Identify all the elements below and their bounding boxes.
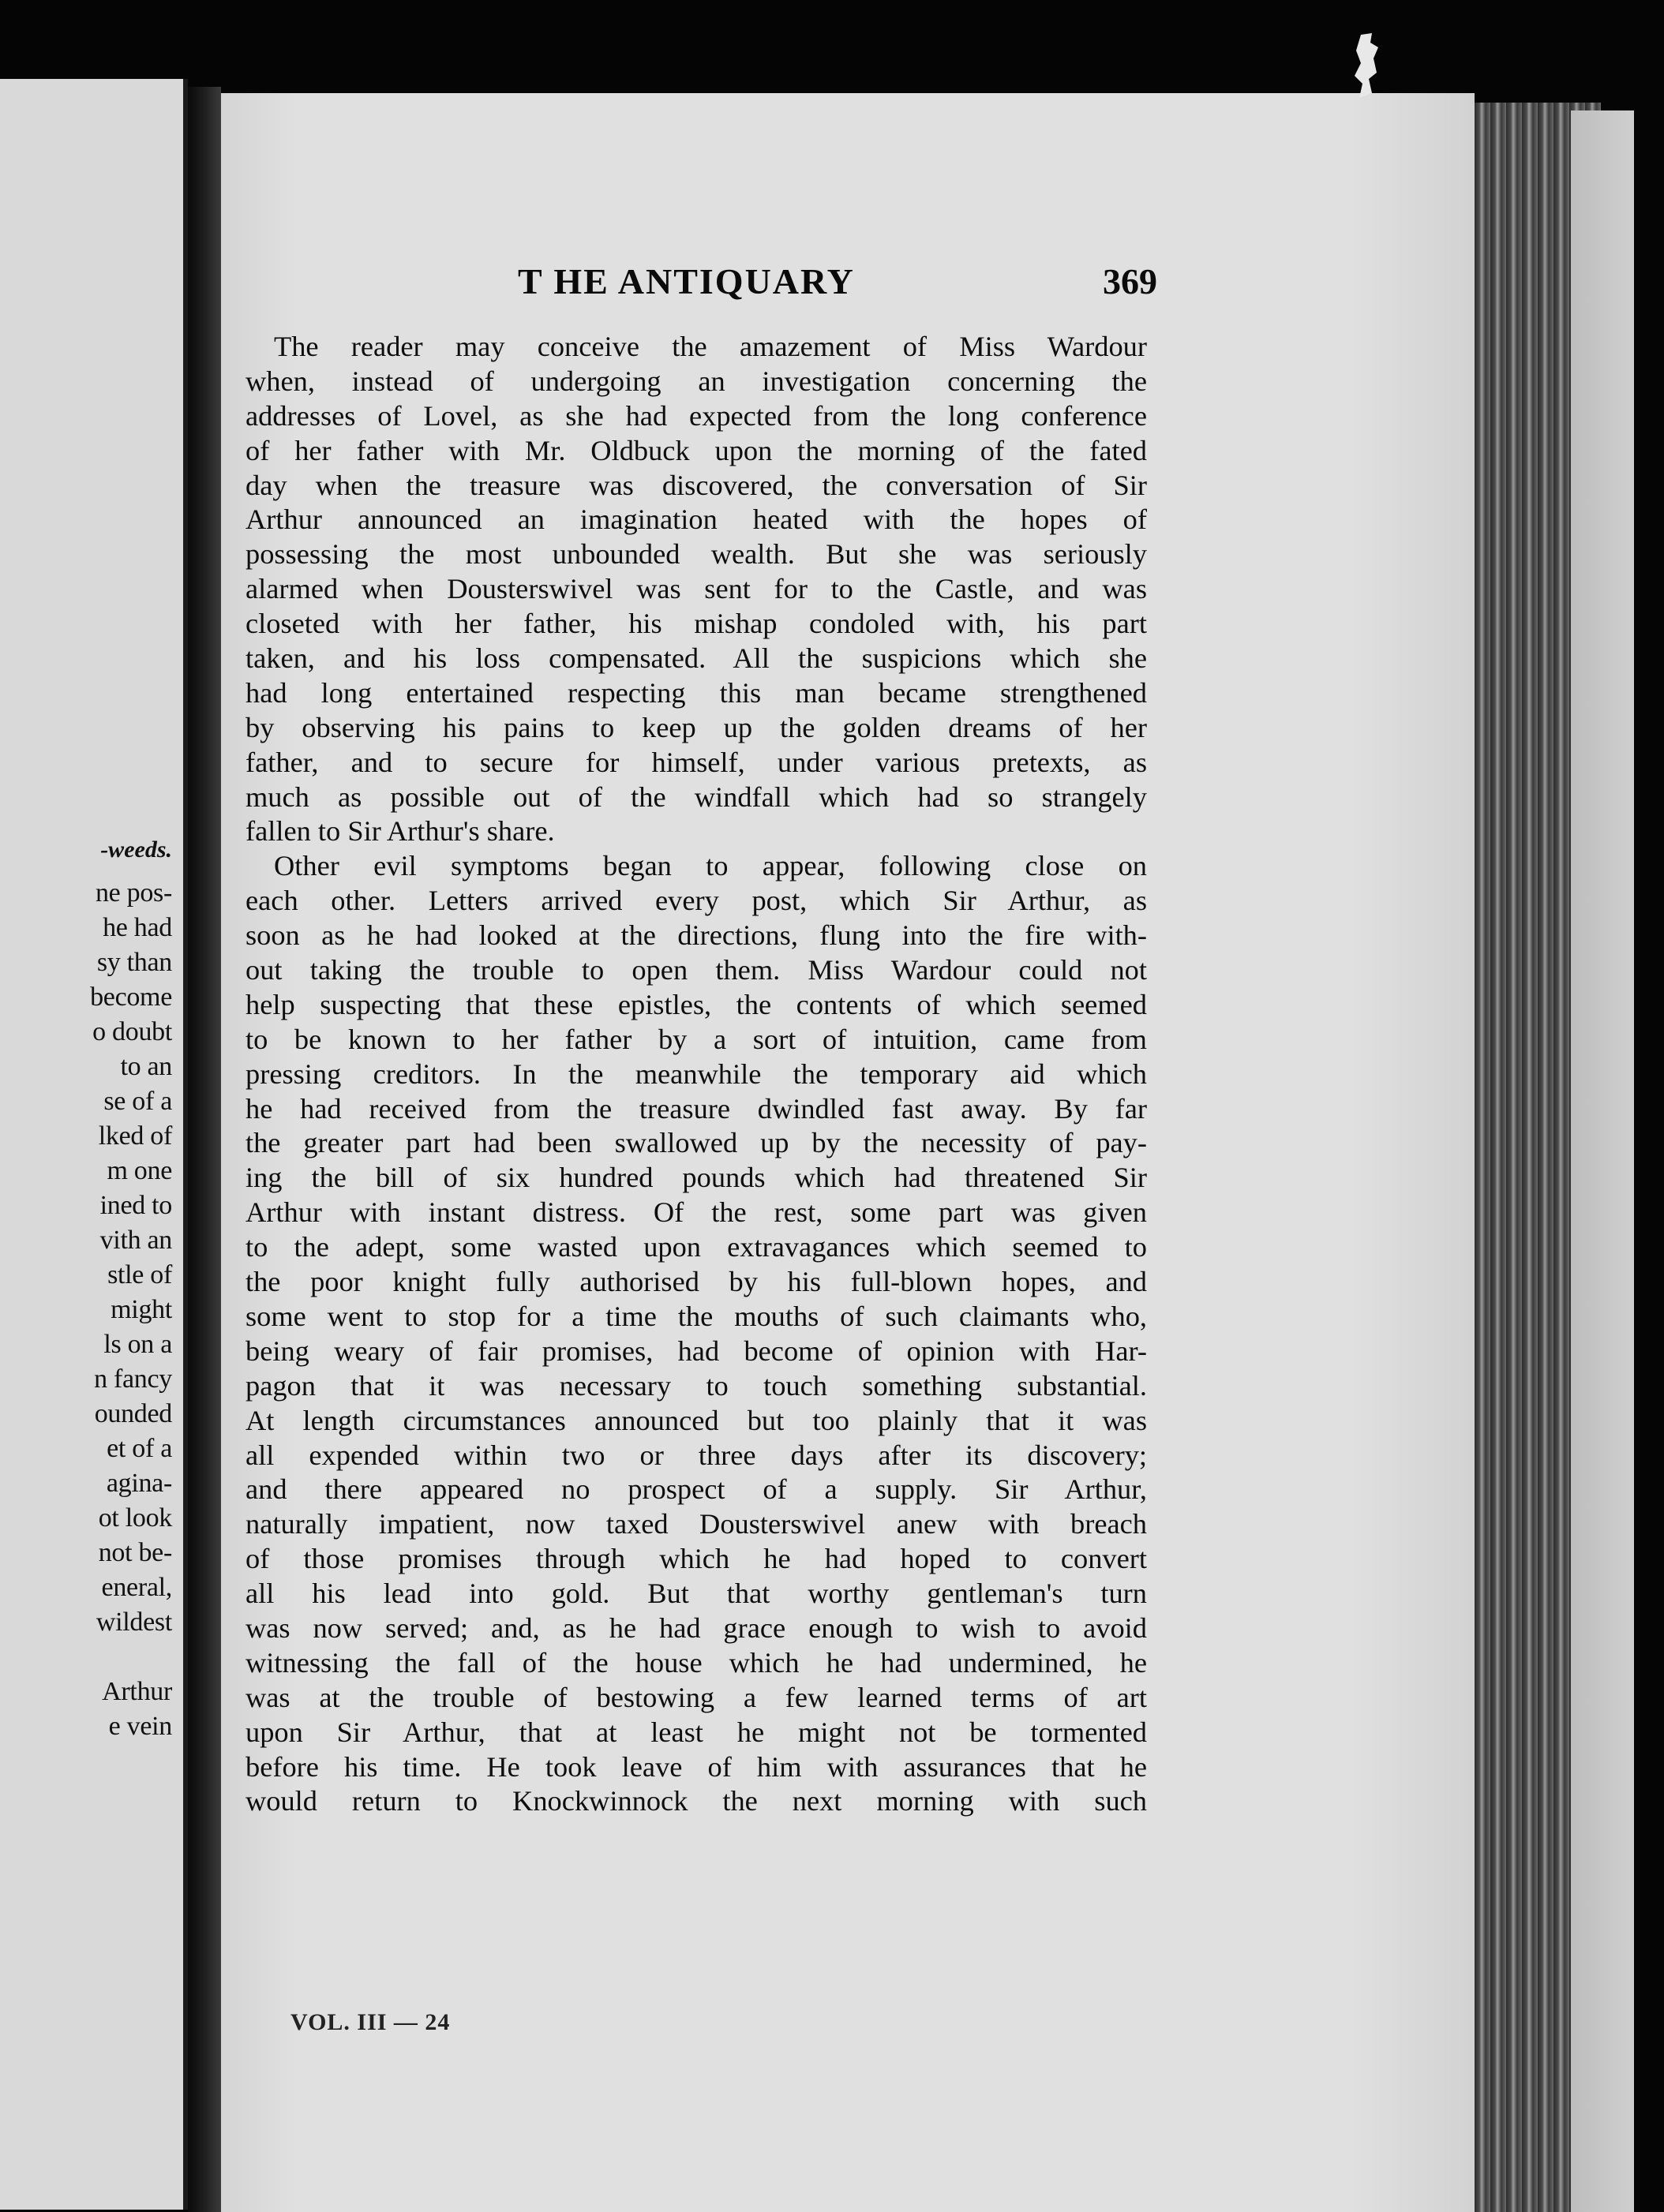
fragment-line [90, 1640, 172, 1675]
text-line: fallen to Sir Arthur's share. [245, 815, 555, 848]
text-line: addresses of Lovel, as she had expected from the long conference [245, 399, 1147, 432]
fragment-line: eneral, [101, 1573, 172, 1602]
fragment-line: might [111, 1295, 172, 1324]
text-line: possessing the most unbounded wealth. But she was seriously [245, 538, 1147, 571]
fragment-line: agina- [106, 1469, 172, 1498]
page-number: 369 [1103, 261, 1157, 301]
fragment-line: not be- [98, 1538, 172, 1567]
page-edges-inner [1571, 110, 1634, 2212]
text-line: before his time. He took leave of him with assurances that he [245, 1750, 1147, 1783]
text-line: some went to stop for a time the mouths of such claimants who, [245, 1300, 1147, 1332]
text-line: upon Sir Arthur, that at least he might not be tormented [245, 1716, 1147, 1748]
text-line: had long entertained respecting this man became strengthened [245, 676, 1147, 709]
scan-corner-mark [1351, 32, 1381, 99]
text-line: day when the treasure was discovered, the conversation of Sir [245, 469, 1147, 501]
fragment-line: ounded [94, 1399, 172, 1428]
fragment-line: et of a [107, 1434, 172, 1463]
text-line: soon as he had looked at the directions, flung into the fire with- [245, 919, 1147, 952]
fragment-line: stle of [107, 1260, 172, 1289]
text-line: The reader may conceive the amazement of Miss Wardour [274, 331, 1147, 362]
text-line: Other evil symptoms began to appear, following close on [274, 850, 1147, 882]
text-line: the greater part had been swallowed up by the necessity of pay- [245, 1127, 1147, 1159]
running-head: T HE ANTIQUARY [518, 261, 855, 301]
fragment-line: Arthur [102, 1677, 172, 1706]
text-line: all expended within two or three days after its discovery; [245, 1439, 1147, 1471]
text-line: being weary of fair promises, had become of opinion with Har- [245, 1334, 1147, 1367]
text-line: and there appeared no prospect of a supply. Sir Arthur, [245, 1473, 1147, 1506]
text-line: of her father with Mr. Oldbuck upon the morning of the fated [245, 434, 1147, 466]
text-line: pressing creditors. In the meanwhile the temporary aid which [245, 1057, 1147, 1090]
text-line: closeted with her father, his mishap condoled with, his part [245, 608, 1147, 640]
fragment-line: he had [103, 913, 172, 942]
text-line: pagon that it was necessary to touch something substantial. [245, 1369, 1147, 1402]
text-line: the poor knight fully authorised by his full-blown hopes, and [245, 1266, 1147, 1298]
fragment-line: m one [107, 1156, 172, 1185]
fragment-line: become [90, 982, 172, 1012]
text-line: help suspecting that these epistles, the contents of which seemed [245, 988, 1147, 1020]
text-line: all his lead into gold. But that worthy gentleman's turn [245, 1578, 1147, 1610]
text-line: Arthur with instant distress. Of the rest, some part was given [245, 1196, 1147, 1229]
text-line: to the adept, some wasted upon extravagances which seemed to [245, 1231, 1147, 1263]
text-line: alarmed when Dousterswivel was sent for to the Castle, and was [245, 573, 1147, 605]
text-line: to be known to her father by a sort of intuition, came from [245, 1023, 1147, 1055]
text-line: father, and to secure for himself, under various pretexts, as [245, 746, 1147, 778]
fragment-line: e vein [108, 1712, 172, 1741]
fragment-line: lked of [98, 1121, 172, 1151]
text-line: was now served; and, as he had grace enough to wish to avoid [245, 1611, 1147, 1644]
fragment-line: ined to [99, 1191, 172, 1220]
previous-page-text-fragment [90, 876, 172, 1744]
text-line: of those promises through which he had hoped to convert [245, 1543, 1147, 1575]
text-line: was at the trouble of bestowing a few learned terms of art [245, 1681, 1147, 1713]
text-line: ing the bill of six hundred pounds which had threatened Sir [245, 1162, 1147, 1194]
text-line: out taking the trouble to open them. Miss Wardour could not [245, 954, 1147, 986]
fragment-line: to an [120, 1052, 172, 1081]
text-line: At length circumstances announced but too plainly that it was [245, 1404, 1147, 1436]
text-line: much as possible out of the windfall which had so strangely [245, 780, 1147, 813]
signature-mark: VOL. III — 24 [290, 2009, 451, 2035]
fragment-line: o doubt [92, 1017, 172, 1046]
text-line: taken, and his loss compensated. All the suspicions which she [245, 642, 1147, 675]
fragment-line: ne pos- [95, 878, 172, 908]
fragment-line: vith an [99, 1226, 172, 1255]
fragment-line: se of a [103, 1087, 172, 1116]
fragment-line: n fancy [94, 1364, 172, 1394]
text-line: naturally impatient, now taxed Dousterswivel anew with breach [245, 1508, 1147, 1540]
previous-page-fragment [0, 79, 188, 2210]
book-gutter [188, 87, 221, 2212]
text-line: by observing his pains to keep up the golden dreams of her [245, 711, 1147, 743]
text-line: Arthur announced an imagination heated with the hopes of [245, 503, 1147, 536]
text-line: when, instead of undergoing an investigation concerning the [245, 365, 1147, 397]
text-line: witnessing the fall of the house which he had undermined, he [245, 1646, 1147, 1679]
previous-page-heading-fragment: -weeds. [100, 837, 172, 863]
fragment-line: sy than [96, 948, 172, 977]
text-line: would return to Knockwinnock the next morning with such [245, 1785, 1147, 1817]
fragment-line: wildest [96, 1608, 172, 1637]
text-line: he had received from the treasure dwindled fast away. By far [245, 1092, 1147, 1125]
fragment-line: ot look [98, 1503, 172, 1533]
body-text [245, 330, 1147, 1819]
page-header [518, 260, 1157, 308]
fragment-line: ls on a [103, 1330, 172, 1359]
text-line: each other. Letters arrived every post, which Sir Arthur, as [245, 885, 1147, 917]
